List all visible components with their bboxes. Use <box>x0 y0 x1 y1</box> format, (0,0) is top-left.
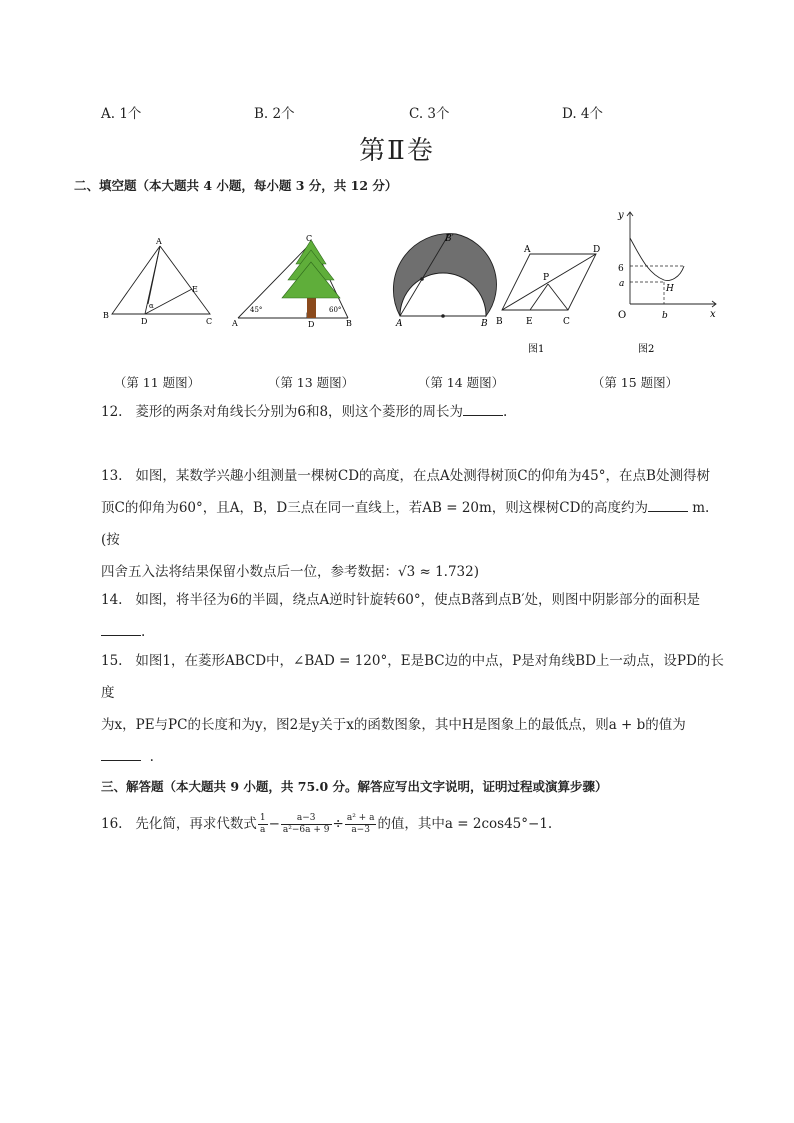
option-d: D. 4个 <box>562 106 604 122</box>
figure-13 <box>230 232 360 328</box>
fig13-label-d: D <box>308 320 315 328</box>
fraction-3: $\frac{\text{a² + a}}{a-3}$ <box>346 813 375 835</box>
fig15-tick-b: b <box>662 311 668 321</box>
question-12: 12. 菱形的两条对角线长分别为6和8，则这个菱形的周长为 . <box>101 396 726 428</box>
fraction-1: $\frac{1}{a}$ <box>259 813 266 835</box>
fig11-label-a: A <box>156 237 162 246</box>
option-c: C. 3个 <box>409 106 450 122</box>
fig15-axis-x: x <box>710 309 716 320</box>
fig15-label-p: P <box>543 273 550 283</box>
caption-fig15: （第 15 题图） <box>591 375 679 390</box>
fig13-angle-60: 60° <box>329 306 342 314</box>
figure-11 <box>100 232 225 324</box>
caption-fig14: （第 14 题图） <box>417 375 505 390</box>
figure-14 <box>372 226 497 330</box>
fig15-label-e: E <box>526 317 533 327</box>
fig14-label-b: B <box>481 319 488 329</box>
fig15-label-b: B <box>496 317 503 327</box>
fig13-label-c: C <box>306 234 313 243</box>
fig15-sub1: 图1 <box>528 344 545 355</box>
fraction-2: $\frac{a-3}{\text{a²−6a + 9}}$ <box>282 813 330 835</box>
fig11-label-b: B <box>103 311 109 320</box>
caption-fig13: （第 13 题图） <box>267 375 355 390</box>
caption-fig11: （第 11 题图） <box>113 375 201 390</box>
option-a: A. 1个 <box>101 106 142 122</box>
fig15-label-a: A <box>524 245 531 255</box>
fig11-label-d: D <box>141 317 148 324</box>
fig15-label-d: D <box>593 245 601 255</box>
fig14-label-b-prime: B′ <box>445 234 454 244</box>
question-16: 16. 先化简，再求代数式 $\frac{1}{a}$ − $\frac{a-3}{\text{a²−6a + 9}}$ ÷ $\frac{\text{a² + a}}{a-3}$ 的值，其中a = 2cos45°−1. <box>101 813 553 835</box>
fig11-label-alpha: α <box>149 302 154 310</box>
figure-15-2 <box>606 204 726 360</box>
fig14-label-a: A <box>396 319 403 329</box>
question-15: 15. 如图1，在菱形ABCD中，∠BAD = 120°，E是BC边的中点，P是对角线BD上一动点，设PD的长度 为x，PE与PC的长度和为y，图2是y关于x的函数图象，其中H是图象上的最低点，则a + b的值为 . <box>101 653 724 765</box>
fig13-label-a: A <box>232 319 238 328</box>
fig13-angle-45: 45° <box>250 306 263 314</box>
part3-heading: 三、解答题（本大题共 9 小题，共 75.0 分。解答应写出文字说明，证明过程或演算步骤） <box>101 779 608 794</box>
section-title: 第Ⅱ卷 <box>359 136 435 166</box>
question-14: 14. 如图，将半径为6的半圆，绕点A逆时针旋转60°，使点B落到点B′处，则图中阴影部分的面积是 . <box>101 592 701 640</box>
option-b: B. 2个 <box>254 106 295 122</box>
fig11-label-c: C <box>206 317 213 324</box>
fig15-origin: O <box>618 310 627 321</box>
fig11-label-e: E <box>192 285 198 294</box>
fig15-tick-6: 6 <box>618 264 624 274</box>
fig15-label-c: C <box>563 317 570 327</box>
fig15-sub2: 图2 <box>638 344 655 355</box>
fig15-tick-a: a <box>619 279 625 289</box>
question-13: 13. 如图，某数学兴趣小组测量一棵树CD的高度，在点A处测得树顶C的仰角为45°，在点B处测得树 顶C的仰角为60°，且A，B，D三点在同一直线上，若AB = 20m，则这棵树CD的高度约为 m.(按 四舍五入法将结果保留小数点后一位，参考数据：√3 ≈ 1.732) <box>101 468 710 580</box>
fig13-label-b: B <box>346 319 352 328</box>
figure-15-1 <box>492 240 610 360</box>
fig15-label-h: H <box>666 284 674 294</box>
part2-heading: 二、填空题（本大题共 4 小题，每小题 3 分，共 12 分） <box>74 178 398 193</box>
fig15-axis-y: y <box>618 210 624 221</box>
